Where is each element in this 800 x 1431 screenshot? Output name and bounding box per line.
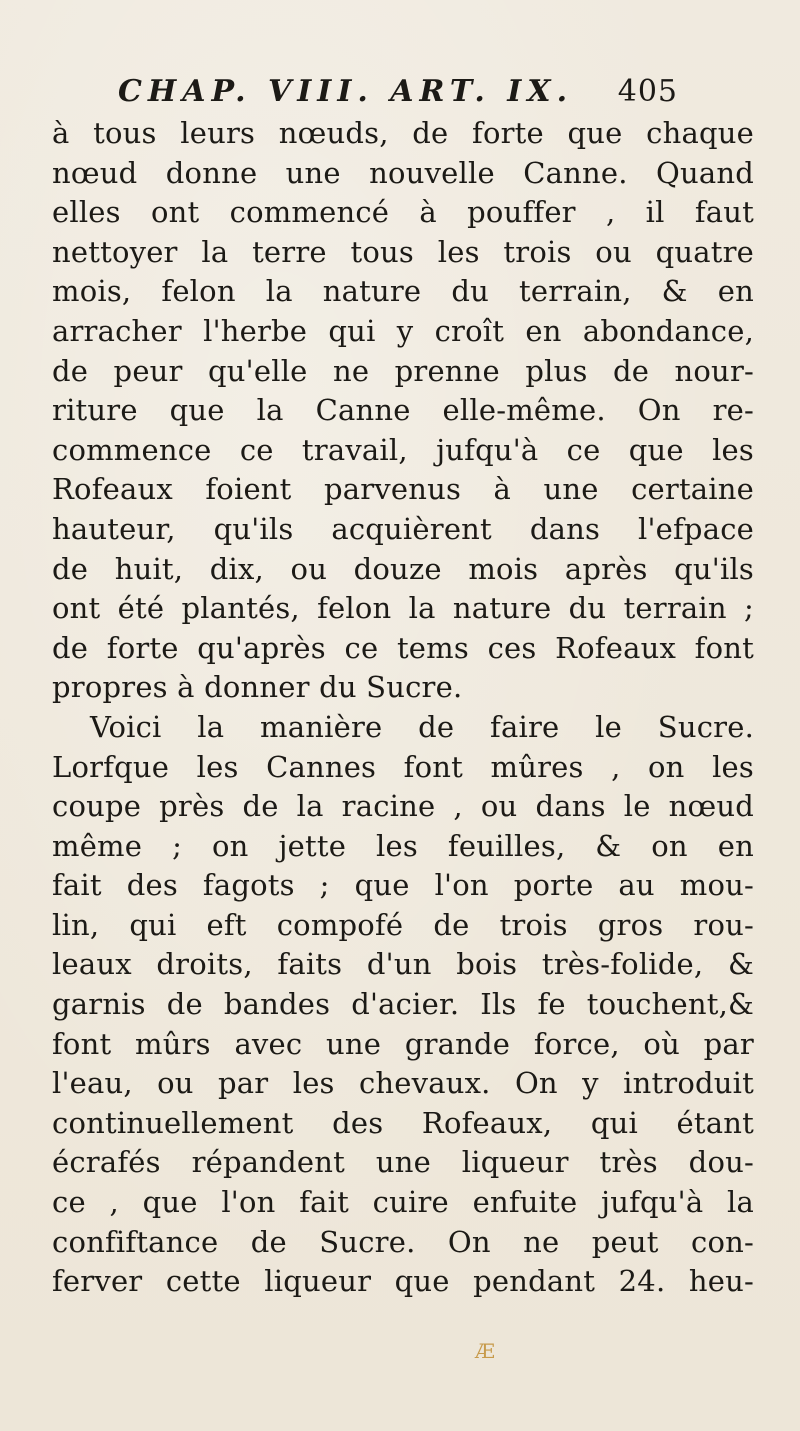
text-line: Rofeaux foient parvenus à une certaine — [52, 472, 754, 507]
text-line: fait des fagots ; que l'on porte au mou- — [52, 868, 754, 903]
text-line: garnis de bandes d'acier. Ils fe touchent,& — [52, 987, 754, 1022]
text-line: coupe près de la racine , ou dans le nœud — [52, 789, 754, 824]
text-line: elles ont commencé à pouffer , il faut — [52, 195, 754, 230]
text-line: hauteur, qu'ils acquièrent dans l'efpace — [52, 511, 754, 546]
text-line: ferver cette liqueur que pendant 24. heu- — [52, 1264, 754, 1299]
text-line: riture que la Canne elle-même. On re- — [52, 393, 754, 428]
text-line: continuellement des Rofeaux, qui étant — [52, 1105, 754, 1140]
body-text — [52, 114, 754, 1302]
text-line: même ; on jette les feuilles, & on en — [52, 828, 754, 863]
page-number: 405 — [617, 74, 678, 109]
text-line: à tous leurs nœuds, de forte que chaque — [52, 116, 754, 150]
signature-mark-icon: Æ — [475, 1339, 496, 1363]
chapter-heading: CHAP. VIII. ART. IX. — [118, 74, 574, 109]
text-line: font mûrs avec une grande force, où par — [52, 1026, 754, 1061]
text-line: nettoyer la terre tous les trois ou quatre — [52, 234, 754, 269]
text-line: Lorfque les Cannes font mûres , on les — [52, 749, 754, 784]
text-line: confiftance de Sucre. On ne peut con- — [52, 1224, 754, 1259]
running-head — [118, 72, 678, 112]
text-line: de huit, dix, ou douze mois après qu'ils — [52, 551, 754, 586]
text-line: ce , que l'on fait cuire enfuite jufqu'à la — [52, 1185, 754, 1220]
text-line: écrafés répandent une liqueur très dou- — [52, 1145, 754, 1180]
text-line: leaux droits, faits d'un bois très-folide, & — [52, 947, 754, 982]
text-line: lin, qui eft compofé de trois gros rou- — [52, 907, 754, 942]
text-line: arracher l'herbe qui y croît en abondance, — [52, 313, 754, 348]
text-line: commence ce travail, jufqu'à ce que les — [52, 432, 754, 467]
text-line: propres à donner du Sucre. — [52, 670, 463, 705]
text-line: ont été plantés, felon la nature du terrain ; — [52, 591, 754, 626]
text-line: de forte qu'après ce tems ces Rofeaux font — [52, 630, 754, 665]
text-line: nœud donne une nouvelle Canne. Quand — [52, 155, 754, 190]
text-line: l'eau, ou par les chevaux. On y introduit — [52, 1066, 754, 1101]
text-line: Voici la manière de faire le Sucre. — [90, 709, 754, 744]
text-line: de peur qu'elle ne prenne plus de nour- — [52, 353, 754, 388]
text-line: mois, felon la nature du terrain, & en — [52, 274, 754, 309]
